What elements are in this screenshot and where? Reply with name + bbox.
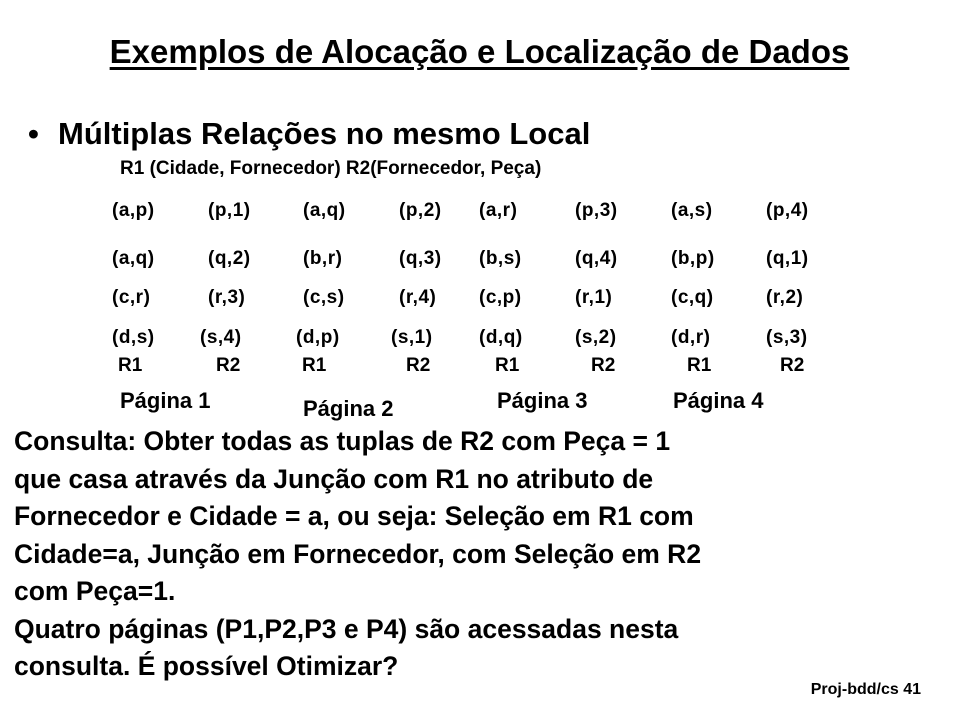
query-line: Quatro páginas (P1,P2,P3 e P4) são acessadas nesta <box>14 613 679 644</box>
tuple-cell: (q,3) <box>399 248 442 269</box>
tuple-cell: (s,4) <box>200 327 242 348</box>
tuple-cell: (b,s) <box>479 248 522 269</box>
query-paragraph <box>14 423 949 686</box>
bullet-heading <box>28 116 590 152</box>
page-label-2: Página 2 <box>303 396 394 421</box>
tuple-cell: (a,p) <box>112 200 155 221</box>
query-line: Consulta: Obter todas as tuplas de R2 com Peça = 1 <box>14 426 671 456</box>
relation-label: R1 <box>495 355 520 376</box>
tuple-cell: (q,2) <box>208 248 251 269</box>
tuple-cell: (p,3) <box>575 200 618 221</box>
tuple-cell: (r,1) <box>575 287 613 308</box>
tuple-cell: (a,q) <box>303 200 346 221</box>
slide-title: Exemplos de Alocação e Localização de Dados <box>109 33 850 70</box>
tuple-cell: (p,1) <box>208 200 251 221</box>
tuple-cell: (r,4) <box>399 287 437 308</box>
tuple-cell: (d,s) <box>112 327 155 348</box>
query-line: que casa através da Junção com R1 no atributo de <box>14 463 654 494</box>
tuple-cell: (r,3) <box>208 287 246 308</box>
tuple-cell: (c,s) <box>303 287 345 308</box>
query-line: com Peça=1. <box>14 576 176 606</box>
tuple-cell: (a,s) <box>671 200 713 221</box>
tuple-cell: (p,4) <box>766 200 809 221</box>
relation-label: R1 <box>687 355 712 376</box>
tuple-cell: (d,q) <box>479 327 523 348</box>
page-label-4: Página 4 <box>673 388 764 413</box>
relation-label: R2 <box>406 355 431 376</box>
query-line: Cidade=a, Junção em Fornecedor, com Seleção em R2 <box>14 538 702 569</box>
page-label-3: Página 3 <box>497 388 588 413</box>
relation-label: R1 <box>118 355 143 376</box>
tuple-cell: (s,3) <box>766 327 808 348</box>
relation-label: R1 <box>302 355 327 376</box>
relation-label: R2 <box>591 355 616 376</box>
query-line: consulta. É possível Otimizar? <box>14 651 399 681</box>
tuple-cell: (d,p) <box>296 327 340 348</box>
tuple-cell: (r,2) <box>766 287 804 308</box>
tuple-cell: (b,r) <box>303 248 343 269</box>
bullet-icon: • <box>28 116 39 151</box>
relation-schema: R1 (Cidade, Fornecedor) R2(Fornecedor, Peça) <box>120 158 542 179</box>
tuple-cell: (c,q) <box>671 287 714 308</box>
bullet-text: Múltiplas Relações no mesmo Local <box>58 116 591 151</box>
relation-label: R2 <box>780 355 805 376</box>
tuple-cell: (s,2) <box>575 327 617 348</box>
tuple-cell: (c,p) <box>479 287 522 308</box>
tuple-cell: (q,1) <box>766 248 809 269</box>
slide-footer: Proj-bdd/cs 41 <box>810 681 921 698</box>
relation-label: R2 <box>216 355 241 376</box>
page-label-1: Página 1 <box>120 388 211 413</box>
tuple-cell: (s,1) <box>391 327 433 348</box>
tuple-cell: (q,4) <box>575 248 618 269</box>
tuple-cell: (d,r) <box>671 327 711 348</box>
query-line: Fornecedor e Cidade = a, ou seja: Seleção em R1 com <box>14 501 694 531</box>
tuple-cell: (b,p) <box>671 248 715 269</box>
tuple-cell: (a,q) <box>112 248 155 269</box>
tuple-cell: (p,2) <box>399 200 442 221</box>
tuple-cell: (a,r) <box>479 200 518 221</box>
tuple-cell: (c,r) <box>112 287 151 308</box>
